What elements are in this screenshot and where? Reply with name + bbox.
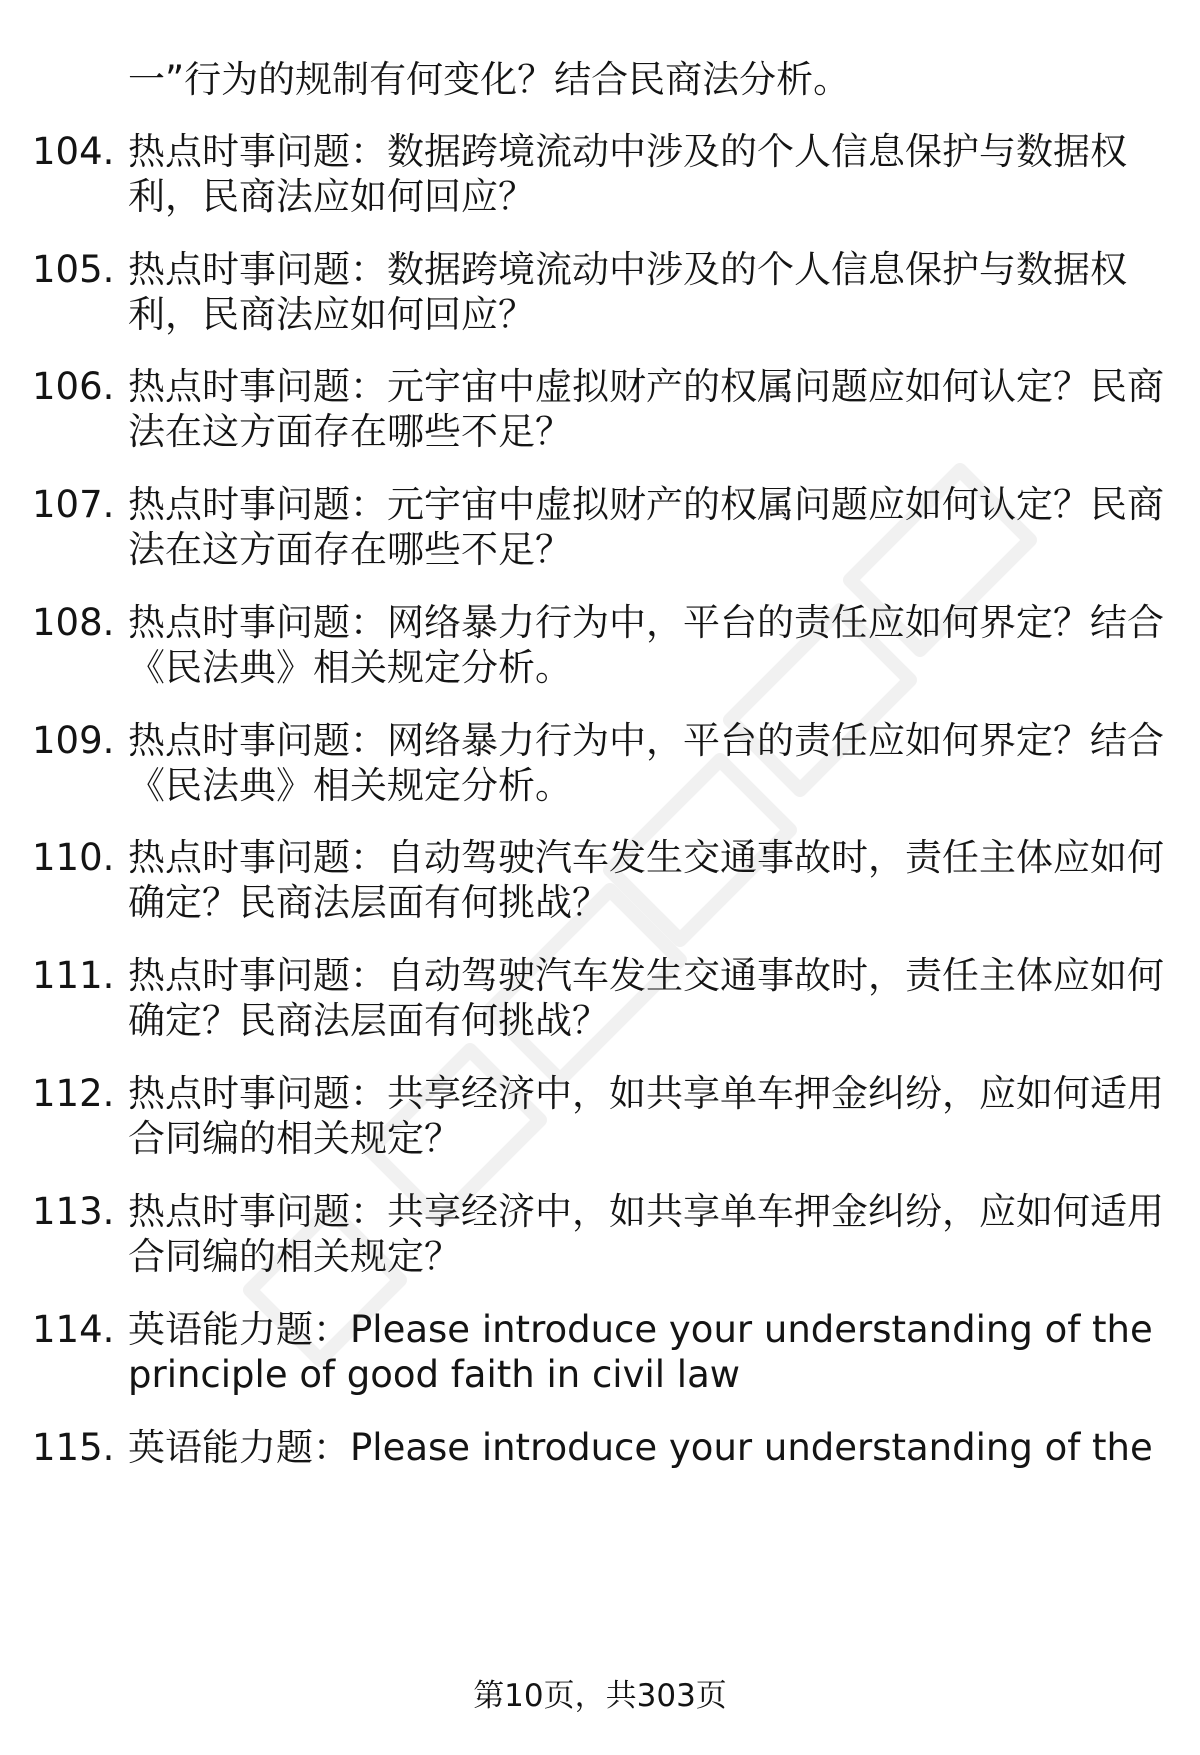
item-number: 113. — [32, 1190, 115, 1233]
item-number: 104. — [32, 130, 115, 173]
item-line: 利，民商法应如何回应？ — [128, 175, 535, 218]
item-number: 110. — [32, 836, 115, 879]
item-line: 确定？民商法层面有何挑战？ — [128, 881, 609, 924]
item-line: 确定？民商法层面有何挑战？ — [128, 999, 609, 1042]
item-line: 热点时事问题：自动驾驶汽车发生交通事故时，责任主体应如何 — [128, 954, 1164, 997]
item-line: 热点时事问题：共享经济中，如共享单车押金纠纷，应如何适用 — [128, 1190, 1164, 1233]
item-line: 热点时事问题：网络暴力行为中，平台的责任应如何界定？结合 — [128, 719, 1164, 762]
item-number: 115. — [32, 1426, 115, 1469]
item-line: 合同编的相关规定？ — [128, 1117, 461, 1160]
item-line: 法在这方面存在哪些不足？ — [128, 528, 572, 571]
continuation-text: 一”行为的规制有何变化？结合民商法分析。 — [128, 58, 851, 101]
item-line: 热点时事问题：共享经济中，如共享单车押金纠纷，应如何适用 — [128, 1072, 1164, 1115]
item-number: 105. — [32, 248, 115, 291]
item-line: 《民法典》相关规定分析。 — [128, 764, 572, 807]
item-line: 热点时事问题：自动驾驶汽车发生交通事故时，责任主体应如何 — [128, 836, 1164, 879]
item-line: 热点时事问题：数据跨境流动中涉及的个人信息保护与数据权 — [128, 130, 1127, 173]
item-line: 热点时事问题：元宇宙中虚拟财产的权属问题应如何认定？民商 — [128, 483, 1164, 526]
item-line: 英语能力题：Please introduce your understanding of the — [128, 1308, 1153, 1351]
item-number: 107. — [32, 483, 115, 526]
item-number: 108. — [32, 601, 115, 644]
item-line: 利，民商法应如何回应？ — [128, 293, 535, 336]
item-line: 合同编的相关规定？ — [128, 1235, 461, 1278]
item-line: 《民法典》相关规定分析。 — [128, 646, 572, 689]
item-number: 114. — [32, 1308, 115, 1351]
page-footer: 第10页，共303页 — [473, 1678, 727, 1714]
item-number: 111. — [32, 954, 115, 997]
item-line: 热点时事问题：网络暴力行为中，平台的责任应如何界定？结合 — [128, 601, 1164, 644]
item-number: 112. — [32, 1072, 115, 1115]
item-line: 热点时事问题：数据跨境流动中涉及的个人信息保护与数据权 — [128, 248, 1127, 291]
item-line: principle of good faith in civil law — [128, 1353, 741, 1396]
item-line: 英语能力题：Please introduce your understanding of the — [128, 1426, 1153, 1469]
item-line: 法在这方面存在哪些不足？ — [128, 410, 572, 453]
item-number: 106. — [32, 365, 115, 408]
item-number: 109. — [32, 719, 115, 762]
item-line: 热点时事问题：元宇宙中虚拟财产的权属问题应如何认定？民商 — [128, 365, 1164, 408]
